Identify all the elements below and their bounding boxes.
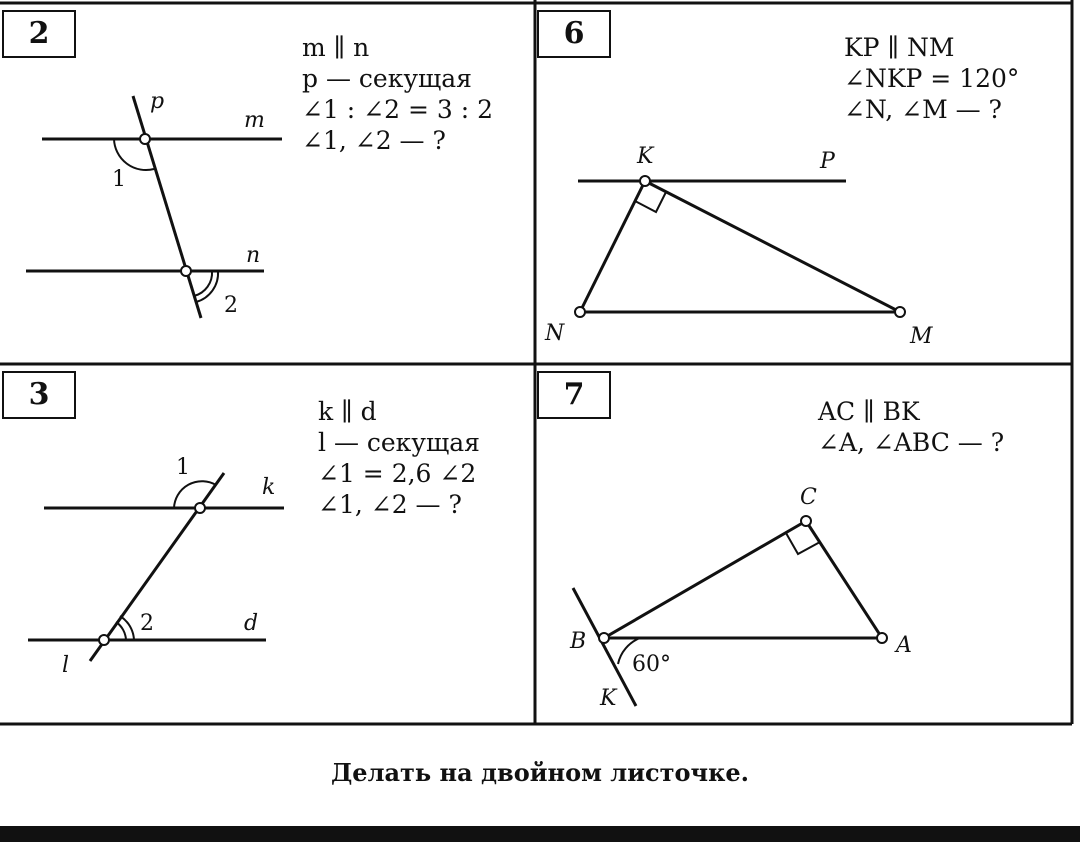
angle-2-arc-inner <box>194 271 212 296</box>
condition-line: p — секущая <box>302 64 472 93</box>
condition-line: k ∥ d <box>318 397 377 426</box>
label-p: p <box>150 89 165 114</box>
problem-6-figure <box>544 144 933 349</box>
label-angle-60: 60° <box>632 652 671 677</box>
problem-7-conditions <box>818 396 1004 458</box>
label-angle-2: 2 <box>140 611 154 636</box>
problem-3-conditions <box>318 396 480 520</box>
condition-line: ∠NKP = 120° <box>844 64 1020 93</box>
label-d: d <box>244 611 259 636</box>
point-N <box>575 307 585 317</box>
problem-number-3: 3 <box>2 371 76 419</box>
label-M: M <box>910 324 933 349</box>
point-B <box>599 633 609 643</box>
label-angle-1: 1 <box>176 455 190 480</box>
segment-CA <box>806 521 882 638</box>
label-K: K <box>600 686 617 711</box>
problem-number-6: 6 <box>537 10 611 58</box>
secant-p <box>133 96 201 318</box>
segment-KM <box>645 181 900 312</box>
segment-BC <box>604 521 806 638</box>
problem-7-figure <box>569 485 912 711</box>
problem-number-7: 7 <box>537 371 611 419</box>
condition-line: ∠N, ∠M — ? <box>844 95 1002 124</box>
label-N: N <box>545 321 565 346</box>
label-K: K <box>637 144 654 169</box>
condition-line: l — секущая <box>318 428 480 457</box>
secant-l <box>90 473 224 661</box>
intersection-point-top <box>195 503 205 513</box>
problem-3-figure <box>28 455 284 678</box>
point-M <box>895 307 905 317</box>
problem-2-figure <box>26 89 282 318</box>
label-P: P <box>820 149 835 174</box>
condition-line: KP ∥ NM <box>844 33 955 62</box>
problem-2-conditions <box>302 32 493 156</box>
intersection-point-top <box>140 134 150 144</box>
point-K <box>640 176 650 186</box>
label-l: l <box>62 653 70 678</box>
condition-line: m ∥ n <box>302 33 370 62</box>
intersection-point-bottom <box>99 635 109 645</box>
label-C: C <box>800 485 817 510</box>
label-k: k <box>262 475 276 500</box>
point-A <box>877 633 887 643</box>
condition-line: ∠A, ∠ABC — ? <box>818 428 1005 457</box>
condition-line: ∠1 : ∠2 = 3 : 2 <box>302 95 493 124</box>
problem-number-2: 2 <box>2 10 76 58</box>
condition-line: AC ∥ BK <box>818 397 920 426</box>
intersection-point-bottom <box>181 266 191 276</box>
problem-6-conditions <box>844 32 1019 125</box>
condition-line: ∠1, ∠2 — ? <box>318 490 462 519</box>
point-C <box>801 516 811 526</box>
label-B: B <box>570 629 587 654</box>
condition-line: ∠1, ∠2 — ? <box>302 126 446 155</box>
footer-instruction: Делать на двойном листочке. <box>330 758 750 787</box>
label-n: n <box>246 243 261 268</box>
label-m: m <box>244 108 265 133</box>
label-angle-1: 1 <box>112 167 126 192</box>
label-A: A <box>896 633 912 658</box>
label-angle-2: 2 <box>224 293 238 318</box>
condition-line: ∠1 = 2,6 ∠2 <box>318 459 477 488</box>
bottom-bar <box>0 826 1080 842</box>
